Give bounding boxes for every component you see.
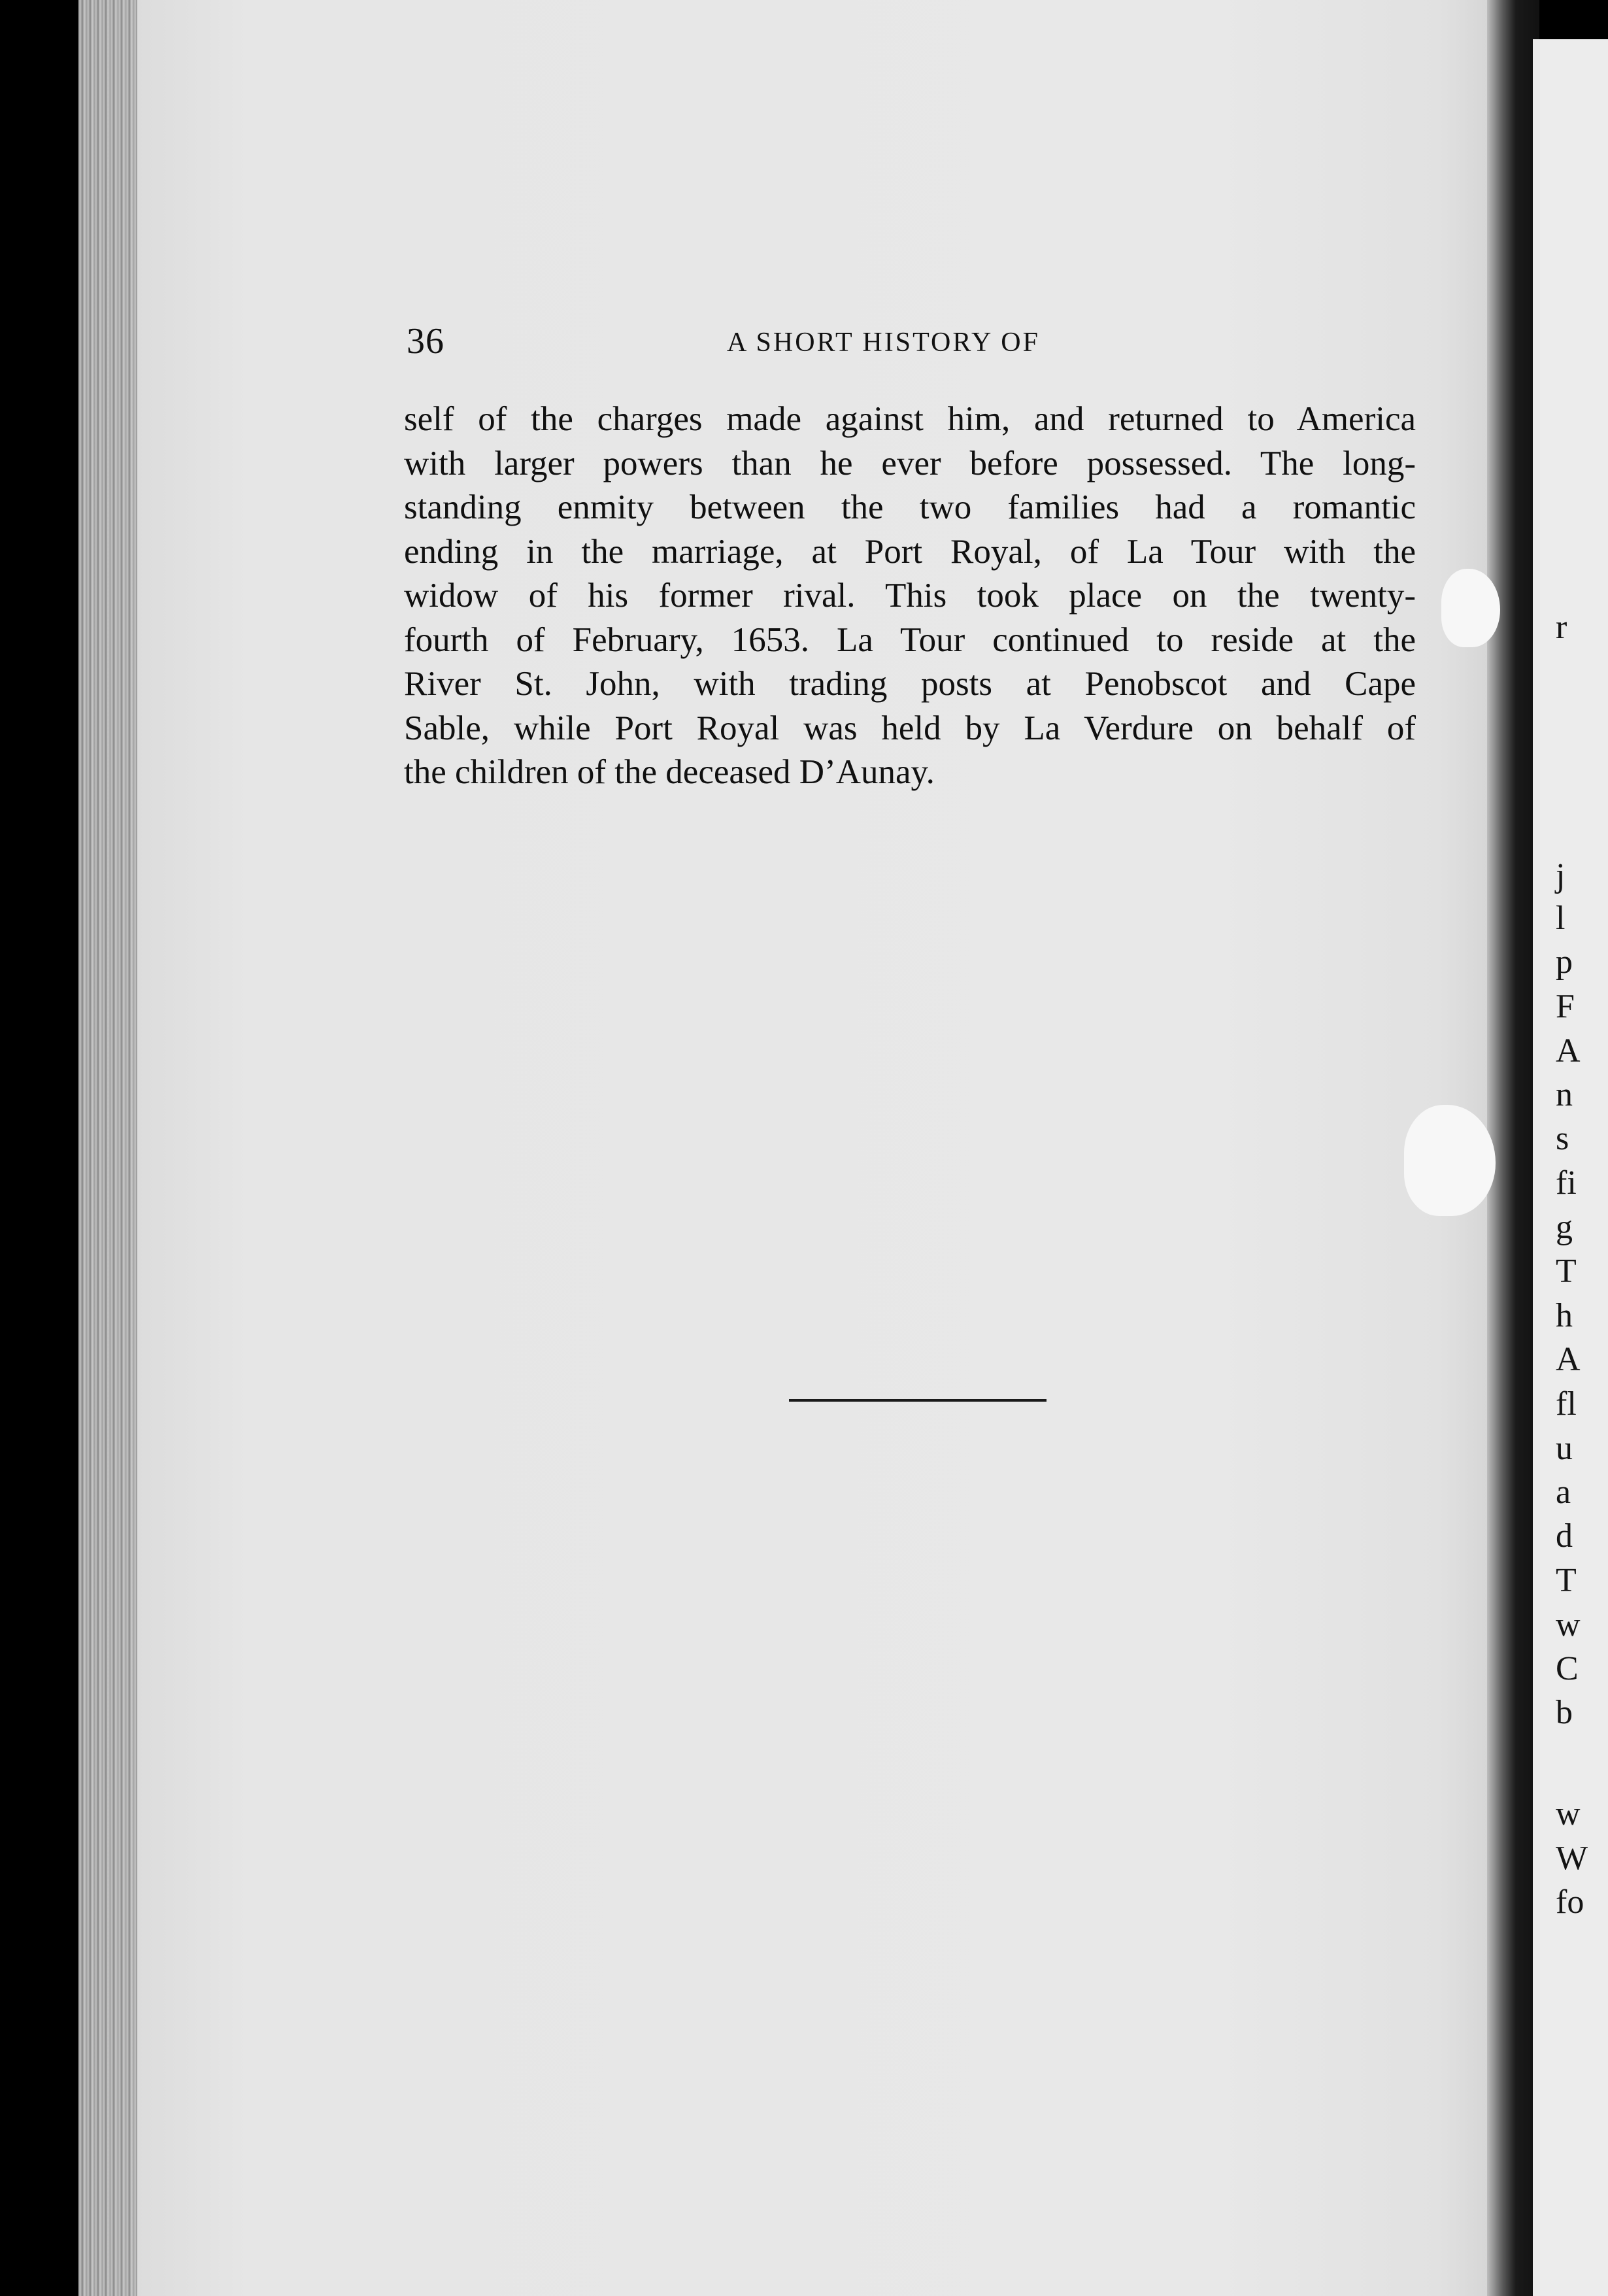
running-head: A SHORT HISTORY OF xyxy=(727,328,1040,358)
paper-damage-spot xyxy=(1441,569,1500,647)
right-fragment: w xyxy=(1556,1606,1581,1644)
right-fragment: C xyxy=(1556,1650,1579,1687)
right-fragment: F xyxy=(1556,988,1575,1025)
right-fragment: fo xyxy=(1556,1883,1584,1921)
body-line: Sable, while Port Royal was held by La Verdure on behalf of xyxy=(404,709,1416,747)
right-fragment: u xyxy=(1556,1430,1573,1467)
body-line: River St. John, with trading posts at Penobscot and Cape xyxy=(404,665,1416,703)
right-fragment: n xyxy=(1556,1076,1573,1113)
right-fragment: s xyxy=(1556,1120,1569,1157)
body-text xyxy=(404,397,1416,795)
right-fragment: W xyxy=(1556,1840,1588,1877)
body-line: ending in the marriage, at Port Royal, of La Tour with the xyxy=(404,532,1416,571)
body-line: standing enmity between the two families had a romantic xyxy=(404,488,1416,526)
right-fragment: a xyxy=(1556,1474,1571,1511)
page-number: 36 xyxy=(407,321,444,362)
right-fragment: p xyxy=(1556,943,1573,981)
right-fragment: A xyxy=(1556,1032,1581,1070)
right-fragment: T xyxy=(1556,1253,1577,1290)
right-fragment: j xyxy=(1556,857,1566,894)
right-fragment: g xyxy=(1556,1209,1573,1246)
right-fragment: T xyxy=(1556,1562,1577,1599)
right-fragment: fl xyxy=(1556,1385,1577,1423)
page-header xyxy=(407,320,1413,366)
right-fragment: b xyxy=(1556,1694,1573,1731)
right-fragment: fi xyxy=(1556,1164,1577,1202)
right-fragment: l xyxy=(1556,900,1566,937)
page-edge-strips xyxy=(78,0,137,2296)
right-fragment: h xyxy=(1556,1297,1573,1334)
right-fragment: A xyxy=(1556,1341,1581,1378)
body-line: the children of the deceased D’Aunay. xyxy=(404,753,935,791)
body-line: fourth of February, 1653. La Tour continued to reside at the xyxy=(404,620,1416,659)
right-fragment: r xyxy=(1556,609,1567,646)
right-fragment: w xyxy=(1556,1795,1581,1832)
body-line: self of the charges made against him, and returned to America xyxy=(404,400,1416,438)
right-fragment: d xyxy=(1556,1517,1573,1555)
book-gutter-shadow xyxy=(1487,0,1539,2296)
section-divider-rule xyxy=(789,1399,1047,1402)
body-line: with larger powers than he ever before possessed. The long- xyxy=(404,444,1416,482)
body-line: widow of his former rival. This took place on the twenty- xyxy=(404,577,1416,615)
